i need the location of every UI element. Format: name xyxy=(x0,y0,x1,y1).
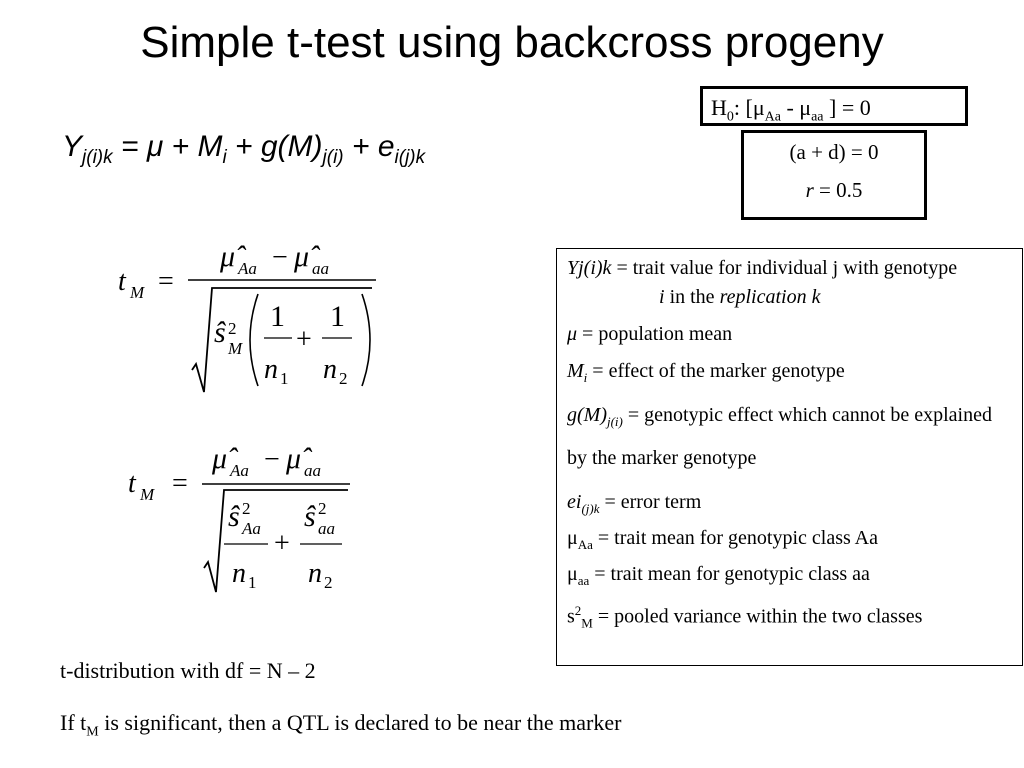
svg-text:1: 1 xyxy=(270,300,285,333)
linear-model-equation: $Y_{j(i)k} = \mu + M_i + g(M)_{j(i)} + e_{i(j)k}$ xyxy=(62,130,426,168)
legend-item: $M_i$ = effect of the marker genotype xyxy=(567,360,845,385)
svg-text:Aa: Aa xyxy=(238,259,257,278)
svg-text:n: n xyxy=(264,354,278,385)
svg-text:μ̂: μ̂ xyxy=(294,240,310,273)
svg-text:aa: aa xyxy=(312,259,329,278)
formula2-t-sub: M xyxy=(140,485,155,504)
legend-item: $ei_{(j)k}$ = error term xyxy=(567,491,702,516)
t-statistic-separate-variance-formula xyxy=(120,430,380,600)
svg-text:n: n xyxy=(232,558,246,589)
formula2-equals: = xyxy=(172,468,188,499)
svg-text:aa: aa xyxy=(318,519,335,538)
dominance-condition: (a + d) = 0 xyxy=(789,140,879,164)
legend-item: $g(M)_{j(i)}$ = genotypic effect which cannot be explained by the marker genotype xyxy=(567,404,992,469)
svg-text:2: 2 xyxy=(318,499,327,518)
recombination-rate: r = 0.5 xyxy=(805,178,863,202)
legend-item: $s^2_M$ = pooled variance within the two classes xyxy=(567,603,923,631)
svg-text:1: 1 xyxy=(280,369,289,388)
svg-text:μ̂: μ̂ xyxy=(212,442,228,475)
svg-text:ŝ: ŝ xyxy=(214,316,226,349)
variable-definitions-box xyxy=(556,248,1023,666)
null-hypothesis-box: $H_0$: [$\mu_{Aa} - \mu_{aa}$ ] = 0 xyxy=(700,86,968,126)
svg-text:+: + xyxy=(274,528,290,559)
svg-text:2: 2 xyxy=(228,319,237,338)
svg-text:μ̂: μ̂ xyxy=(286,442,302,475)
svg-text:1: 1 xyxy=(248,573,257,592)
svg-text:ŝ: ŝ xyxy=(304,500,316,533)
svg-text:−: − xyxy=(264,444,280,475)
formula1-t-sub: M xyxy=(130,283,145,302)
svg-text:1: 1 xyxy=(330,300,345,333)
formula1-equals: = xyxy=(158,266,174,297)
t-statistic-pooled-formula xyxy=(110,230,390,400)
svg-text:M: M xyxy=(228,339,243,358)
svg-text:−: − xyxy=(272,242,288,273)
formula1-t: t xyxy=(118,266,126,297)
svg-text:2: 2 xyxy=(339,369,348,388)
legend-item: $\mu_{aa}$ = trait mean for genotypic class aa xyxy=(567,563,870,588)
slide-title: Simple t-test using backcross progeny xyxy=(140,18,884,67)
svg-text:Aa: Aa xyxy=(230,461,249,480)
legend-item: μ = population mean xyxy=(567,323,733,345)
parameters-box xyxy=(741,130,927,220)
svg-text:2: 2 xyxy=(242,499,251,518)
svg-text:2: 2 xyxy=(324,573,333,592)
legend-item: $\mu_{Aa}$ = trait mean for genotypic class Aa xyxy=(567,527,878,552)
legend-item: Yj(i)k = trait value for individual j with genotype xyxy=(567,257,958,279)
formula2-t: t xyxy=(128,468,136,499)
svg-text:n: n xyxy=(323,354,337,385)
svg-text:aa: aa xyxy=(304,461,321,480)
svg-text:+: + xyxy=(296,324,312,355)
qtl-significance-note: If $t_M$ is significant, then a QTL is declared to be near the marker xyxy=(60,710,622,740)
degrees-of-freedom-note: t-distribution with df = N – 2 xyxy=(60,658,316,683)
legend-item: i in the replication k xyxy=(659,286,821,308)
svg-text:n: n xyxy=(308,558,322,589)
svg-text:ŝ: ŝ xyxy=(228,500,240,533)
svg-text:Aa: Aa xyxy=(242,519,261,538)
svg-text:μ̂: μ̂ xyxy=(220,240,236,273)
